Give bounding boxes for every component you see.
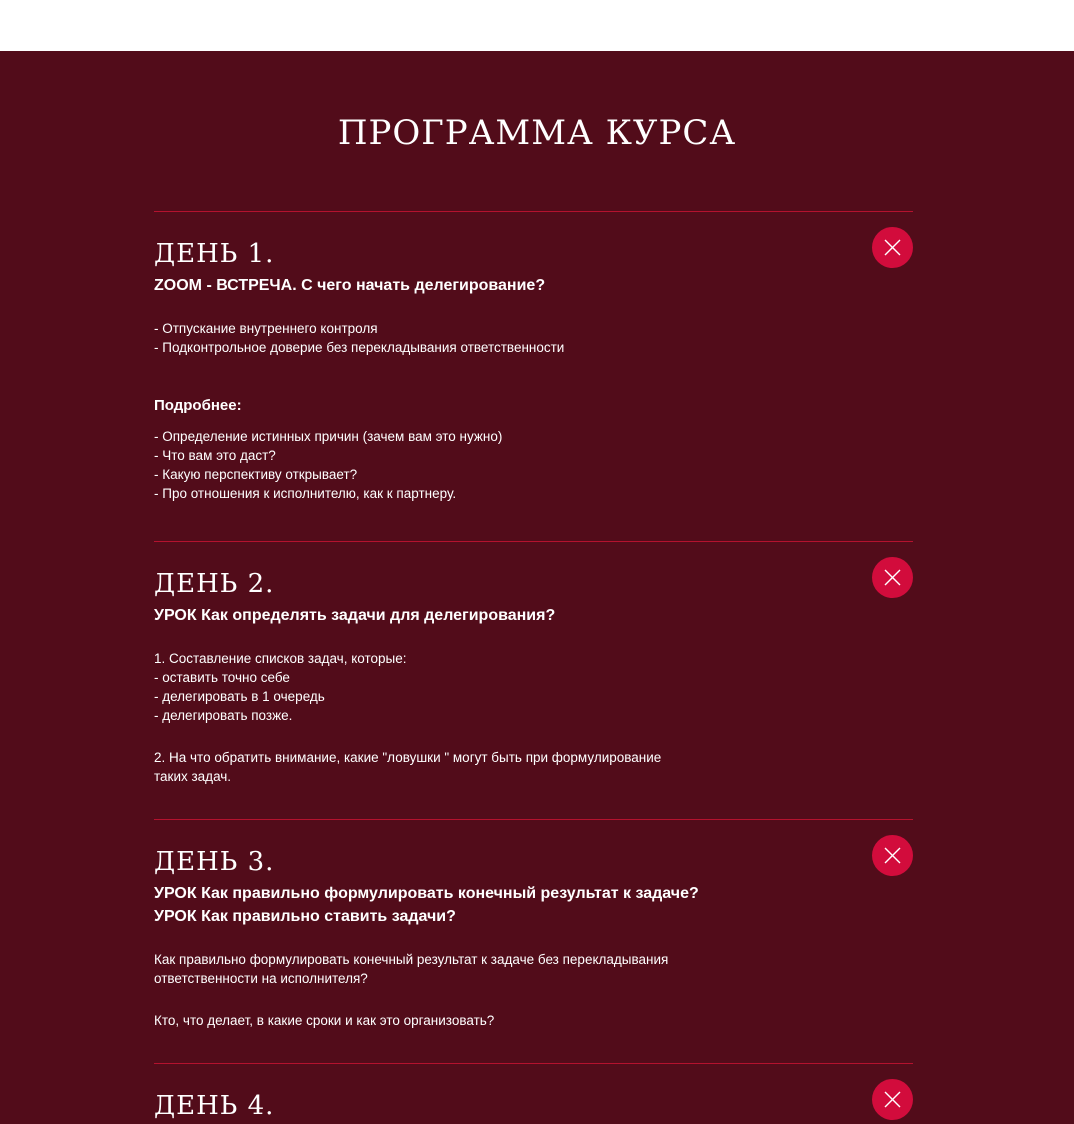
- day-item-1: [154, 238, 913, 503]
- toggle-day-2-button[interactable]: [872, 557, 913, 598]
- close-icon: [884, 1091, 901, 1108]
- day-item-2: [154, 568, 913, 786]
- details-heading: Подробнее:: [154, 397, 242, 414]
- day-title: ДЕНЬ 1.: [154, 239, 275, 269]
- divider: [154, 1063, 913, 1064]
- toggle-day-3-button[interactable]: [872, 835, 913, 876]
- day-title: ДЕНЬ 4.: [154, 1091, 275, 1121]
- toggle-day-4-button[interactable]: [872, 1079, 913, 1120]
- divider: [154, 541, 913, 542]
- day-item-3: [154, 846, 913, 1030]
- close-icon: [884, 569, 901, 586]
- toggle-day-1-button[interactable]: [872, 227, 913, 268]
- lesson-title: УРОК Как правильно формулировать конечный результат к задаче?: [154, 885, 699, 902]
- day-item-4: [154, 1090, 913, 1122]
- details-list: - Определение истинных причин (зачем вам это нужно) - Что вам это даст? - Какую перспективу открывает? - Про отношения к исполнителю, как к партнеру.: [154, 429, 503, 501]
- lesson-title: ZOOM - ВСТРЕЧА. С чего начать делегирование?: [154, 277, 546, 294]
- day-description: 1. Составление списков задач, которые: - оставить точно себе - делегировать в 1 очередь - делегировать позже.: [154, 651, 407, 723]
- close-icon: [884, 239, 901, 256]
- section-title: ПРОГРАММА КУРСА: [337, 113, 737, 153]
- lesson-title: УРОК Как правильно ставить задачи?: [154, 908, 456, 925]
- day-title: ДЕНЬ 2.: [154, 569, 275, 599]
- day-title: ДЕНЬ 3.: [154, 847, 275, 877]
- course-program-section: [0, 51, 1074, 1124]
- top-bar: [0, 0, 1074, 51]
- divider: [154, 819, 913, 820]
- lesson-title: УРОК Как определять задачи для делегирования?: [154, 607, 556, 624]
- divider: [154, 211, 913, 212]
- day-description: - Отпускание внутреннего контроля - Подконтрольное доверие без перекладывания ответственности: [154, 321, 565, 355]
- close-icon: [884, 847, 901, 864]
- day-description: 2. На что обратить внимание, какие "ловушки " могут быть при формулирование таких задач.: [154, 750, 662, 784]
- day-description: Как правильно формулировать конечный результат к задаче без перекладывания ответственности на исполнителя?: [154, 952, 669, 986]
- day-description: Кто, что делает, в какие сроки и как это организовать?: [154, 1013, 495, 1028]
